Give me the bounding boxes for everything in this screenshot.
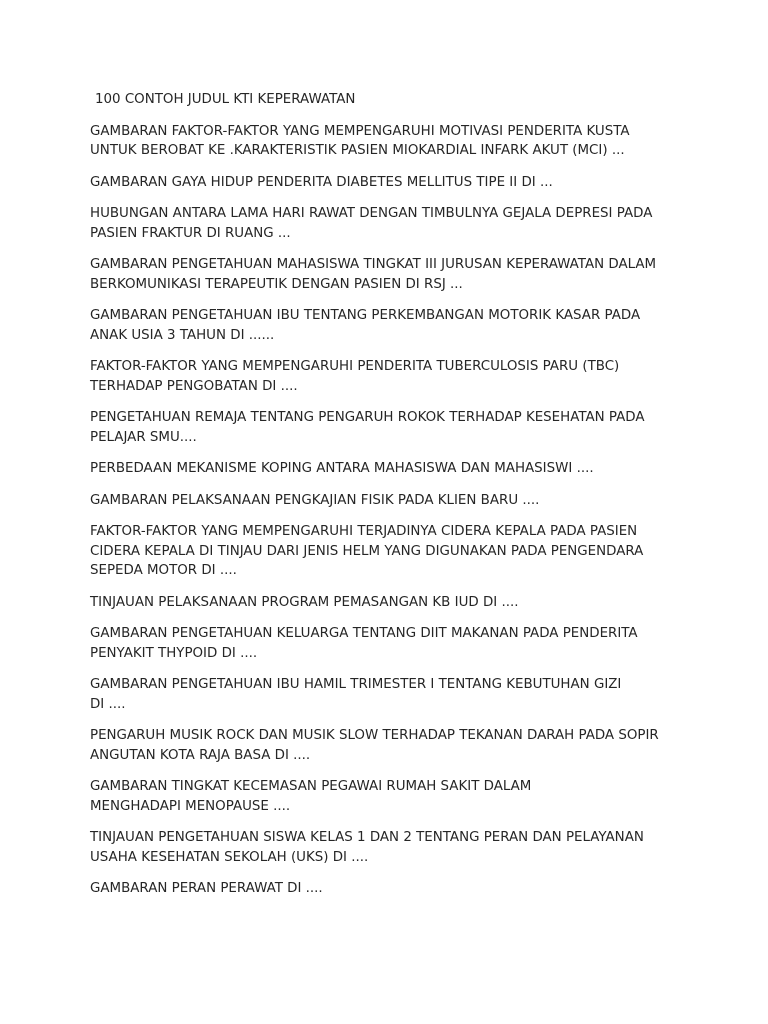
list-item-line: TINJAUAN PELAKSANAAN PROGRAM PEMASANGAN KB IUD DI .... (90, 594, 519, 610)
list-item-line: GAMBARAN GAYA HIDUP PENDERITA DIABETES MELLITUS TIPE II DI ... (90, 174, 553, 190)
document-title: 100 CONTOH JUDUL KTI KEPERAWATAN (95, 92, 356, 107)
list-item (90, 306, 690, 345)
list-item (90, 491, 690, 511)
list-item (90, 726, 690, 765)
list-item (90, 357, 690, 396)
list-item-line: FAKTOR-FAKTOR YANG MEMPENGARUHI TERJADINYA CIDERA KEPALA PADA PASIEN (90, 524, 638, 539)
list-item-line: SEPEDA MOTOR DI .... (90, 563, 237, 578)
list-item (90, 459, 690, 479)
list-item (90, 828, 690, 867)
list-item-line: GAMBARAN PELAKSANAAN PENGKAJIAN FISIK PADA KLIEN BARU .... (90, 492, 540, 508)
list-item-line: PELAJAR SMU.... (90, 429, 197, 445)
list-item-line: FAKTOR-FAKTOR YANG MEMPENGARUHI PENDERITA TUBERCULOSIS PARU (TBC) (90, 359, 620, 374)
list-item (90, 777, 690, 816)
list-item-line: GAMBARAN PENGETAHUAN KELUARGA TENTANG DIIT MAKANAN PADA PENDERITA (90, 626, 638, 641)
list-item (90, 522, 690, 581)
list-item-line: DI .... (90, 696, 126, 712)
list-item-line: PENGETAHUAN REMAJA TENTANG PENGARUH ROKOK TERHADAP KESEHATAN PADA (90, 410, 645, 425)
list-item (90, 624, 690, 663)
list-item (90, 122, 690, 161)
list-item-line: BERKOMUNIKASI TERAPEUTIK DENGAN PASIEN DI RSJ ... (90, 276, 463, 292)
list-item-line: ANAK USIA 3 TAHUN DI ...... (90, 327, 275, 343)
list-item-line: GAMBARAN FAKTOR-FAKTOR YANG MEMPENGARUHI MOTIVASI PENDERITA KUSTA (90, 123, 630, 139)
title-list (90, 122, 690, 899)
list-item-line: PENGARUH MUSIK ROCK DAN MUSIK SLOW TERHADAP TEKANAN DARAH PADA SOPIR (90, 728, 659, 743)
list-item-line: GAMBARAN PERAN PERAWAT DI .... (90, 881, 323, 896)
list-item-line: TERHADAP PENGOBATAN DI .... (90, 378, 298, 394)
list-item-line: GAMBARAN PENGETAHUAN IBU TENTANG PERKEMBANGAN MOTORIK KASAR PADA (90, 308, 641, 323)
list-item (90, 408, 690, 447)
list-item-line: UNTUK BEROBAT KE .KARAKTERISTIK PASIEN MIOKARDIAL INFARK AKUT (MCI) ... (90, 143, 625, 158)
list-item-line: ANGUTAN KOTA RAJA BASA DI .... (90, 747, 311, 763)
list-item-line: PASIEN FRAKTUR DI RUANG ... (90, 225, 291, 241)
list-item-line: GAMBARAN PENGETAHUAN IBU HAMIL TRIMESTER I TENTANG KEBUTUHAN GIZI (90, 677, 622, 692)
list-item-line: MENGHADAPI MENOPAUSE .... (90, 798, 291, 814)
list-item (90, 879, 690, 899)
list-item-line: TINJAUAN PENGETAHUAN SISWA KELAS 1 DAN 2 TENTANG PERAN DAN PELAYANAN (90, 830, 644, 845)
list-item (90, 204, 690, 243)
list-item-line: GAMBARAN PENGETAHUAN MAHASISWA TINGKAT III JURUSAN KEPERAWATAN DALAM (90, 257, 657, 272)
list-item (90, 593, 690, 613)
list-item-line: HUBUNGAN ANTARA LAMA HARI RAWAT DENGAN TIMBULNYA GEJALA DEPRESI PADA (90, 206, 653, 221)
list-item-line: CIDERA KEPALA DI TINJAU DARI JENIS HELM YANG DIGUNAKAN PADA PENGENDARA (90, 543, 644, 559)
list-item (90, 675, 690, 714)
list-item (90, 173, 690, 193)
list-item-line: PERBEDAAN MEKANISME KOPING ANTARA MAHASISWA DAN MAHASISWI .... (90, 461, 594, 476)
list-item-line: USAHA KESEHATAN SEKOLAH (UKS) DI .... (90, 849, 369, 865)
list-item-line: PENYAKIT THYPOID DI .... (90, 645, 258, 661)
document-body (90, 90, 690, 911)
list-item-line: GAMBARAN TINGKAT KECEMASAN PEGAWAI RUMAH SAKIT DALAM (90, 779, 532, 794)
list-item (90, 255, 690, 294)
